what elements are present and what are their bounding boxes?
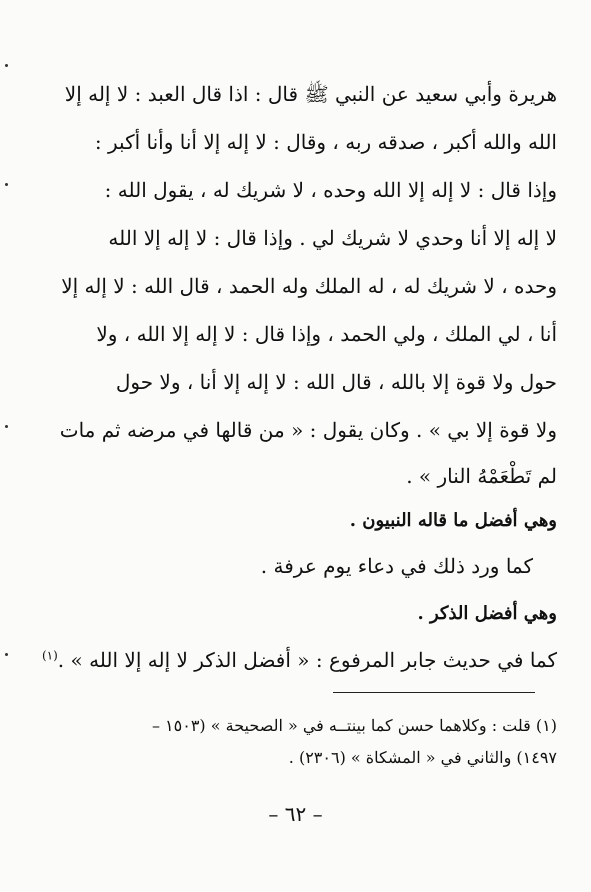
body-line-6: أنا ، لي الملك ، ولي الحمد ، وإذا قال : لا إله إلا الله ، ولا: [96, 322, 557, 346]
body-line-2: الله والله أكبر ، صدقه ربه ، وقال : لا إله إلا أنا وأنا أكبر :: [94, 130, 557, 154]
body-line-4: لا إله إلا أنا وحدي لا شريك لي . وإذا قال : لا إله إلا الله: [108, 226, 557, 250]
heading-dhikr: وهي أفضل الذكر .: [417, 603, 557, 624]
body-line-3: وإذا قال : لا إله إلا الله وحده ، لا شريك له ، يقول الله :: [104, 178, 557, 202]
footnote-marker: (١): [41, 648, 58, 663]
footnote-divider: [333, 692, 535, 693]
margin-dot: [5, 425, 8, 428]
heading-prophets: وهي أفضل ما قاله النبيون .: [349, 510, 557, 531]
margin-dot: [5, 653, 8, 656]
margin-dot: [5, 64, 8, 67]
page-number: – ٦٢ –: [268, 802, 323, 826]
footnote-line-2: ١٤٩٧) والثاني في « المشكاة » (٢٣٠٦) .: [288, 748, 557, 767]
hadith-text: كما في حديث جابر المرفوع : « أفضل الذكر لا إله إلا الله » .: [57, 648, 557, 672]
hadith-line: [30, 648, 557, 672]
body-line-8: ولا قوة إلا بي » . وكان يقول : « من قالها في مرضه ثم مات: [59, 418, 557, 442]
body-line-5: وحده ، لا شريك له ، له الملك وله الحمد ، قال الله : لا إله إلا: [61, 274, 557, 298]
body-line-7: حول ولا قوة إلا بالله ، قال الله : لا إله إلا أنا ، ولا حول: [115, 370, 557, 394]
margin-dot: [5, 183, 8, 186]
arafah-line: كما ورد ذلك في دعاء يوم عرفة .: [260, 554, 533, 578]
footnote-line-1: (١) قلت : وكلاهما حسن كما بينتــه في « الصحيحة » (١٥٠٣ –: [151, 716, 557, 735]
body-line-1: هريرة وأبي سعيد عن النبي ﷺ قال : اذا قال العبد : لا إله إلا: [64, 82, 557, 106]
body-line-9: لم تَطْعَمْهُ النار » .: [406, 464, 557, 488]
